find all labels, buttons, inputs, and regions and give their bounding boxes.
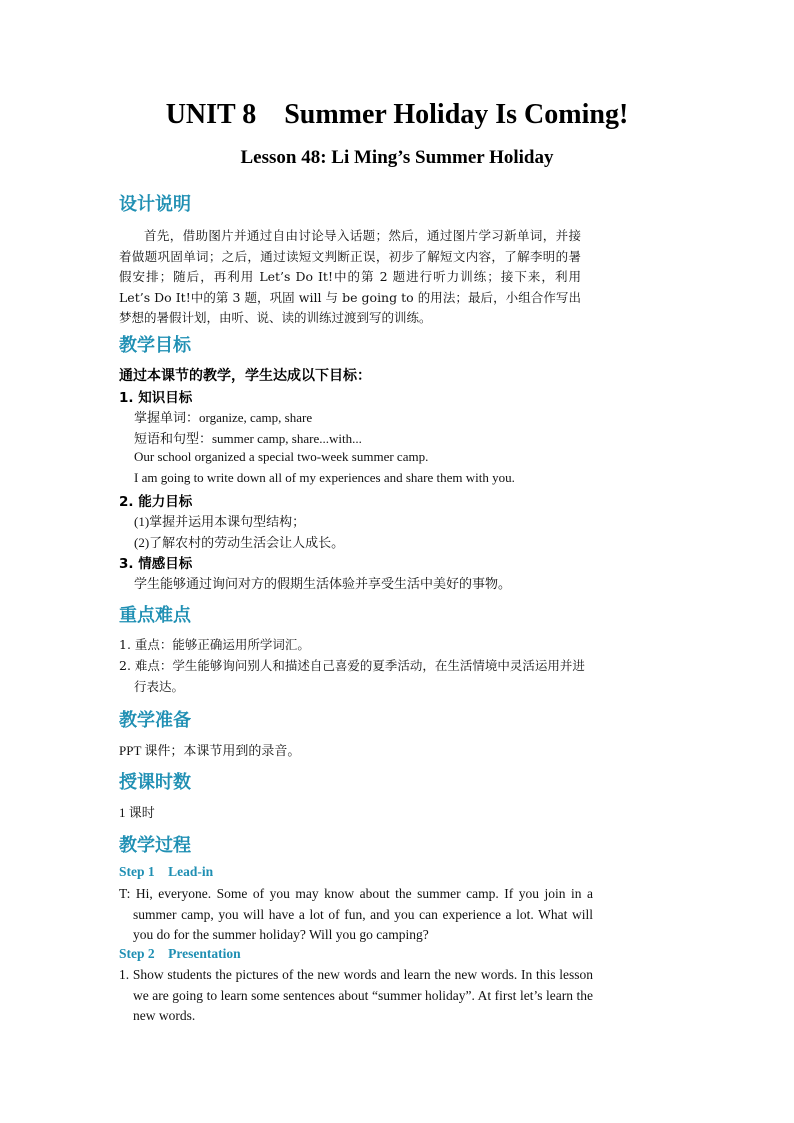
ability-line: (2)了解农村的劳动生活会让人成长。 [134, 535, 345, 550]
section-heading-goals: 教学目标 [119, 335, 191, 356]
knowledge-line: Our school organized a special two-week summer camp. [134, 449, 429, 464]
section-heading-key: 重点难点 [119, 605, 191, 626]
knowledge-line: I am going to write down all of my experiences and share them with you. [134, 470, 515, 485]
step1-heading: Step 1 Lead-in [119, 864, 214, 879]
prep-text: PPT 课件；本课节用到的录音。 [119, 743, 301, 758]
section-heading-design: 设计说明 [119, 194, 191, 215]
ability-line: (1)掌握并运用本课句型结构； [134, 514, 306, 529]
step1-paragraph: T: Hi, everyone. Some of you may know about the summer camp. If you join in a summer camp, you will have a lot of fun, and you can experience a lot. What will you do for the summer holiday? Will you go camping? [119, 886, 593, 942]
section-heading-prep: 教学准备 [119, 710, 191, 731]
knowledge-line: 短语和句型：summer camp, share...with... [134, 431, 362, 446]
unit-title: UNIT 8 Summer Holiday Is Coming! [165, 99, 629, 130]
time-text: 1 课时 [119, 805, 155, 820]
step2-heading: Step 2 Presentation [119, 946, 241, 961]
knowledge-title: 1. 知识目标 [119, 390, 193, 406]
knowledge-line: 掌握单词：organize, camp, share [134, 410, 313, 425]
ability-title: 2. 能力目标 [119, 494, 193, 510]
step2-paragraph: 1. Show students the pictures of the new words and learn the new words. In this lesson we are going to learn some sentences about “summer holiday”. At first let’s learn the new words. [119, 967, 593, 1023]
lesson-title: Lesson 48: Li Ming’s Summer Holiday [240, 147, 554, 168]
emotion-title: 3. 情感目标 [119, 556, 193, 572]
key-item: 2. 难点：学生能够询问别人和描述自己喜爱的夏季活动，在生活情境中灵活运用并进行表达。 [119, 658, 585, 694]
design-paragraph: 首先，借助图片并通过自由讨论导入话题；然后，通过图片学习新单词，并接着做题巩固单词；之后，通过读短文判断正误，初步了解短文内容，了解李明的暑假安排；随后，再利用 Let’s Do It!中的第 2 题进行听力训练；接下来，利用 Let’s Do It!中的第 3 题，巩固 will 与 be going to 的用法；最后，小组合作写出梦想的暑假计划，由听、说、读的训练过渡到写的训练。 [119, 228, 581, 325]
section-heading-time: 授课时数 [119, 772, 191, 793]
key-item: 1. 重点：能够正确运用所学词汇。 [119, 637, 310, 652]
emotion-line: 学生能够通过询问对方的假期生活体验并享受生活中美好的事物。 [134, 576, 512, 591]
goals-lead: 通过本课节的教学，学生达成以下目标： [119, 368, 371, 384]
section-heading-process: 教学过程 [119, 835, 191, 856]
